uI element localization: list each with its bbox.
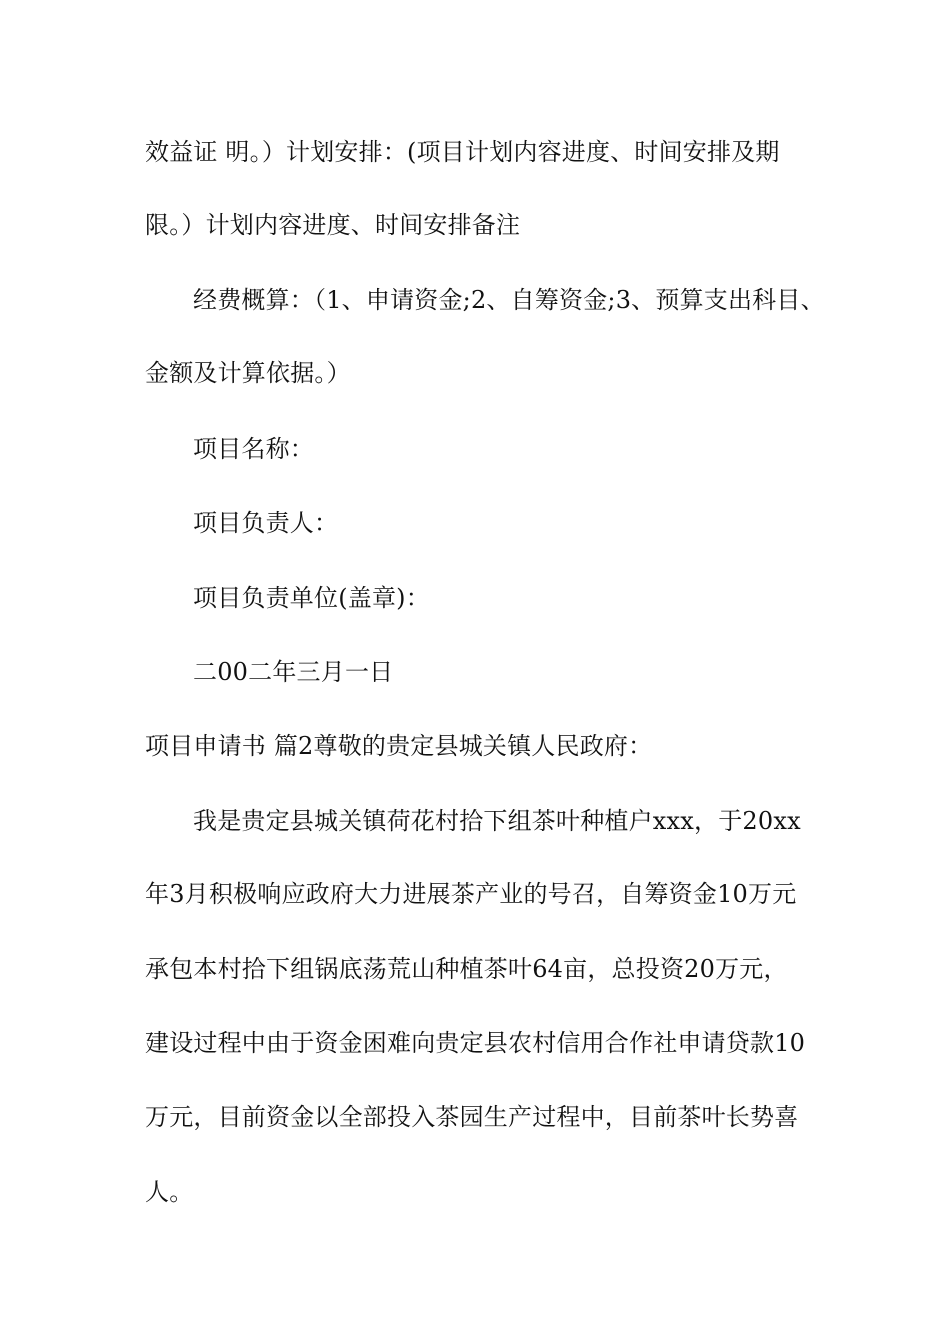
body-text-line: 承包本村拾下组锅底荡荒山种植茶叶64亩，总投资20万元， (145, 955, 788, 983)
body-text-line: 我是贵定县城关镇荷花村拾下组茶叶种植户xxx，于20xx (193, 807, 801, 835)
body-text-line: 限。）计划内容进度、时间安排备注 (145, 211, 521, 239)
project-unit-field-label: 项目负责单位(盖章)： (193, 584, 430, 612)
body-text-line: 建设过程中由于资金困难向贵定县农村信用合作社申请贷款10 (145, 1029, 806, 1057)
body-text-line: 人。 (145, 1178, 194, 1206)
body-text-line: 万元，目前资金以全部投入茶园生产过程中，目前茶叶长势喜 (145, 1103, 799, 1131)
document-date: 二00二年三月一日 (193, 658, 394, 686)
project-lead-field-label: 项目负责人： (193, 509, 339, 537)
section-heading: 项目申请书 篇2尊敬的贵定县城关镇人民政府： (145, 732, 653, 760)
body-text-line: 金额及计算依据。） (145, 359, 351, 387)
body-text-line: 年3月积极响应政府大力进展茶产业的号召，自筹资金10万元 (145, 880, 797, 908)
project-name-field-label: 项目名称： (193, 435, 314, 463)
body-text-line: 效益证 明。）计划安排：(项目计划内容进度、时间安排及期 (145, 138, 780, 166)
budget-heading-line: 经费概算：（1、申请资金;2、自筹资金;3、预算支出科目、 (193, 286, 825, 314)
